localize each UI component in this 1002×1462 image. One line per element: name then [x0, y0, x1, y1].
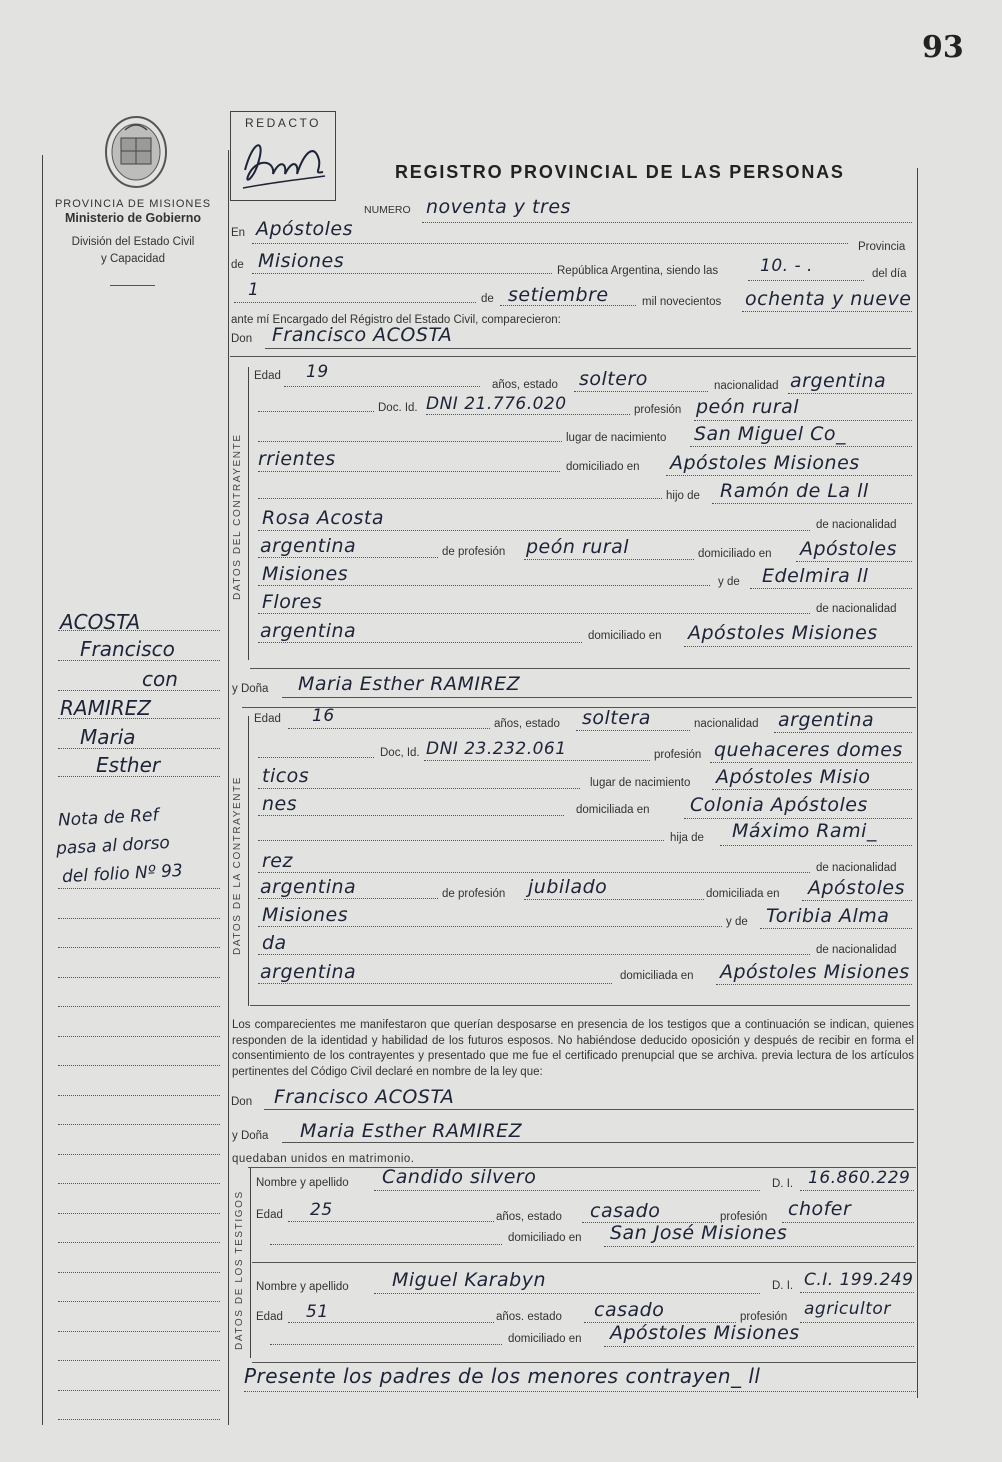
hour-line: [748, 280, 864, 281]
bride-section-rule: [248, 716, 249, 1006]
bride-prof-label: profesión: [654, 749, 702, 761]
groom-father-dom-1: Apóstoles: [800, 538, 898, 560]
margin-rule: [58, 1301, 220, 1302]
left-column-rule: [42, 155, 43, 1425]
redactor-signature-icon: [235, 130, 331, 201]
margin-rule: [58, 748, 220, 749]
groom-estado-line: [574, 391, 708, 392]
groom-name-line: [265, 348, 911, 349]
bride-father-dom-label: domiciliada en: [706, 888, 780, 900]
w1-nombre: Candido silvero: [382, 1166, 537, 1188]
margin-rule: [58, 947, 220, 948]
bride-father-dom-line: [802, 900, 912, 901]
margin-surname-groom: ACOSTA: [60, 610, 141, 634]
margin-note-3: del folio Nº 93: [61, 860, 184, 888]
groom-father-dom-2: Misiones: [262, 563, 349, 585]
bride-mother-nac: argentina: [260, 961, 357, 983]
groom-father-dom2-line: [258, 585, 710, 586]
bride-lugar-2: nes: [262, 793, 298, 815]
bride-father-nac: argentina: [260, 876, 357, 898]
groom-mother-line: [750, 588, 912, 589]
groom-edad-label: Edad: [254, 370, 281, 382]
margin-firstname-bride: Maria: [80, 725, 136, 749]
ante-label: ante mí Encargado del Régistro del Estado Civil, comparecieron:: [231, 314, 561, 326]
form-right-rule: [917, 168, 918, 1398]
de2-label: de: [481, 293, 494, 305]
w2-edad-line: [288, 1322, 494, 1323]
margin-firstname-groom: Francisco: [80, 637, 175, 661]
bride-section-end: [250, 1005, 910, 1006]
union-groom: Francisco ACOSTA: [274, 1086, 455, 1108]
year-line: [742, 311, 912, 312]
city-line: [252, 243, 848, 244]
margin-rule: [58, 660, 220, 661]
margin-rule: [58, 888, 220, 889]
groom-doc-line: [426, 414, 630, 415]
bride-mother-nac-label: de nacionalidad: [816, 944, 897, 956]
groom-father-prof-label: de profesión: [442, 546, 506, 558]
margin-rule: [58, 1360, 220, 1361]
w2-prof-label: profesión: [740, 1311, 788, 1323]
w2-nombre: Miguel Karabyn: [392, 1269, 547, 1291]
w1-di-line: [800, 1190, 914, 1191]
w1-edad-label: Edad: [256, 1209, 283, 1221]
bride-father-prof: jubilado: [528, 876, 608, 898]
union-dona-label: y Doña: [232, 1130, 269, 1142]
groom-father2-line: [258, 530, 810, 531]
bride-domicilio: Colonia Apóstoles: [690, 794, 868, 816]
groom-doc-label: Doc. Id.: [378, 402, 418, 414]
margin-rule: [58, 718, 220, 719]
margin-rule: [58, 1006, 220, 1007]
w1-edad: 25: [310, 1200, 333, 1220]
left-divider: [110, 285, 155, 286]
month-line: [500, 305, 636, 306]
margin-rule: [58, 776, 220, 777]
w2-di-line: [800, 1292, 914, 1293]
w1-estado: casado: [590, 1200, 661, 1222]
statement-paragraph: Los comparecientes me manifestaron que querían desposarse en presencia de los testigos que a continuación se indican, quienes responden de la identidad y habilidad de los futuros esposos. No habiéndose deducido oposición y después de recibir en forma el consentimiento de los contrayentes y presentado que me fue el certificado prenupcial que se archiva. previa lectura de los artículos pertinentes del Código Civil declaré en nombre de la ley que:: [232, 1019, 914, 1078]
dona-label: y Doña: [232, 683, 269, 695]
act-year: ochenta y nueve: [745, 288, 912, 310]
margin-rule: [58, 1183, 220, 1184]
groom-father-prof-line: [524, 559, 694, 560]
margin-rule: [58, 1419, 220, 1420]
margin-rule: [58, 1124, 220, 1125]
groom-edad-line: [284, 386, 480, 387]
bride-edad: 16: [312, 706, 335, 726]
bride-doc-label: Doc, Id.: [380, 747, 420, 759]
margin-rule: [58, 1036, 220, 1037]
provincial-seal-icon: [103, 112, 169, 190]
groom-mother-1: Edelmira ll: [762, 565, 869, 587]
groom-father-1: Ramón de La ll: [720, 480, 869, 502]
groom-mother-nac-line: [258, 642, 582, 643]
footer-note: Presente los padres de los menores contrayen_ ll: [244, 1364, 761, 1388]
footer-note-line: [244, 1391, 916, 1392]
bride-hija-label: hija de: [670, 832, 704, 844]
margin-surname-bride: RAMIREZ: [60, 696, 151, 720]
bride-mother2-line: [258, 954, 810, 955]
bride-father-dom2-line: [258, 926, 722, 927]
union-bride: Maria Esther RAMIREZ: [300, 1120, 523, 1142]
groom-mother-dom: Apóstoles Misiones: [688, 622, 878, 644]
groom-nac-label: nacionalidad: [714, 380, 779, 392]
bride-father-1: Máximo Rami_: [732, 820, 877, 842]
margin-note-1: Nota de Ref: [57, 805, 159, 831]
act-hour: 10. - .: [760, 256, 813, 276]
bride-dom-line: [684, 818, 912, 819]
bride-father-prof-line: [524, 899, 704, 900]
w2-di: C.I. 199.249: [804, 1270, 914, 1290]
margin-rule: [58, 1065, 220, 1066]
bride-nac-line: [774, 732, 912, 733]
bride-header-rule: [242, 707, 916, 708]
groom-nac-line: [788, 393, 912, 394]
w1-nombre-label: Nombre y apellido: [256, 1177, 349, 1189]
groom-section-end: [250, 668, 910, 669]
bride-mother-dom: Apóstoles Misiones: [720, 961, 910, 983]
bride-hija-lead: [258, 840, 664, 841]
redacto-label: REDACTO: [245, 116, 321, 130]
bride-lugar-label: lugar de nacimiento: [590, 777, 691, 789]
w2-estado: casado: [594, 1299, 665, 1321]
bride-profesion-1: quehaceres domes: [714, 739, 903, 761]
province-line: [252, 273, 552, 274]
bride-mother-2: da: [262, 932, 287, 954]
margin-rule: [58, 690, 220, 691]
w2-dom-label: domiciliado en: [508, 1333, 582, 1345]
w2-dom-line: [604, 1346, 914, 1347]
w2-prof-line: [800, 1322, 914, 1323]
w1-dom-line: [604, 1246, 914, 1247]
bride-nacionalidad: argentina: [778, 709, 875, 731]
bride-name-line: [282, 697, 912, 698]
witness-divider: [252, 1262, 916, 1263]
bride-dom-label: domiciliada en: [576, 804, 650, 816]
groom-mother-2: Flores: [262, 591, 323, 613]
bride-doc: DNI 23.232.061: [426, 739, 567, 759]
bride-mother-line: [760, 928, 912, 929]
bride-prof-line: [710, 762, 912, 763]
groom-father-prof: peón rural: [526, 536, 630, 558]
witness-section-rule: [250, 1168, 251, 1358]
w1-prof-label: profesión: [720, 1211, 768, 1223]
w1-di-label: D. I.: [772, 1178, 794, 1190]
w1-prof: chofer: [788, 1198, 852, 1220]
groom-hijo-lead: [258, 498, 662, 499]
bride-profesion-2: ticos: [262, 765, 310, 787]
act-day: 1: [248, 280, 260, 300]
bride-father-dom-1: Apóstoles: [808, 877, 906, 899]
groom-father-2: Rosa Acosta: [262, 507, 384, 529]
margin-secondname-bride: Esther: [96, 753, 161, 777]
groom-nacionalidad: argentina: [790, 370, 887, 392]
w2-nombre-line: [374, 1293, 760, 1294]
margin-rule: [58, 1331, 220, 1332]
bride-estado-label: años, estado: [494, 718, 560, 730]
province-label: PROVINCIA DE MISIONES: [54, 198, 212, 210]
w2-edad-label: Edad: [256, 1311, 283, 1323]
bride-estado-line: [576, 730, 690, 731]
act-number: noventa y tres: [426, 196, 571, 218]
groom-estado: soltero: [579, 368, 648, 390]
groom-father-line: [712, 503, 912, 504]
margin-rule: [58, 918, 220, 919]
groom-mother-nac-label: de nacionalidad: [816, 603, 897, 615]
redacto-box: [230, 111, 336, 201]
margin-note-2: pasa al dorso: [55, 833, 171, 859]
day-line: [234, 302, 476, 303]
margin-rule: [58, 1095, 220, 1096]
groom-y-de-label: y de: [718, 576, 740, 588]
bride-doc-lead: [258, 757, 374, 758]
bride-section-label: DATOS DE LA CONTRAYENTE: [232, 775, 243, 955]
w2-di-label: D. I.: [772, 1280, 794, 1292]
w1-nombre-line: [374, 1190, 760, 1191]
margin-rule: [58, 1390, 220, 1391]
don-label: Don: [231, 333, 253, 345]
margin-con: con: [142, 667, 178, 691]
groom-lugar-2: rrientes: [258, 448, 336, 470]
groom-father-nac-line: [258, 557, 438, 558]
form-left-rule: [228, 150, 229, 1425]
groom-domicilio: Apóstoles Misiones: [670, 452, 860, 474]
en-label: En: [231, 227, 246, 239]
w1-dom-label: domiciliado en: [508, 1232, 582, 1244]
numero-label: NUMERO: [364, 204, 411, 216]
bride-father-dom-2: Misiones: [262, 904, 349, 926]
groom-father-dom-label: domiciliado en: [698, 548, 772, 560]
margin-rule: [58, 630, 220, 631]
groom-mother2-line: [258, 613, 810, 614]
bride-edad-label: Edad: [254, 713, 281, 725]
groom-section-label: DATOS DEL CONTRAYENTE: [232, 433, 243, 600]
bride-nac-label: nacionalidad: [694, 718, 759, 730]
witness-section-end: [252, 1362, 916, 1363]
union-don-label: Don: [231, 1096, 253, 1108]
groom-father-nac-label: de nacionalidad: [816, 519, 897, 531]
margin-rule: [58, 1213, 220, 1214]
margin-rule: [58, 977, 220, 978]
groom-lugar2-line: [258, 471, 560, 472]
groom-mother-dom-line: [684, 646, 912, 647]
bride-father-prof-label: de profesión: [442, 888, 506, 900]
groom-estado-label: años, estado: [492, 379, 558, 391]
union-bride-line: [282, 1142, 914, 1143]
margin-rule: [58, 1154, 220, 1155]
provincia-label: Provincia: [858, 241, 906, 253]
bride-father-line: [720, 845, 912, 846]
numero-line: [422, 222, 912, 223]
w1-di: 16.860.229: [808, 1168, 911, 1188]
act-province: Misiones: [258, 250, 345, 272]
bride-father2-line: [258, 872, 810, 873]
republica-label: República Argentina, siendo las: [557, 265, 719, 277]
margin-rule: [58, 1242, 220, 1243]
groom-header-rule: [230, 356, 916, 357]
w1-dom: San José Misiones: [610, 1222, 788, 1244]
groom-lugar-line: [690, 446, 912, 447]
act-month: setiembre: [508, 284, 609, 306]
mil-label: mil novecientos: [642, 296, 722, 308]
division-label-1: División del Estado Civil: [71, 236, 195, 248]
w1-edad-line: [288, 1221, 494, 1222]
groom-mother-dom-label: domiciliado en: [588, 630, 662, 642]
w1-estado-label: años, estado: [496, 1211, 562, 1223]
w2-edad: 51: [306, 1302, 329, 1322]
ministry-label: Ministerio de Gobierno: [64, 211, 202, 225]
groom-dom-line: [666, 475, 912, 476]
bride-father-nac-line: [258, 898, 438, 899]
groom-dom-label: domiciliado en: [566, 461, 640, 473]
bride-father-2: rez: [262, 850, 293, 872]
groom-prof-label: profesión: [634, 404, 682, 416]
groom-section-rule: [248, 367, 249, 660]
groom-father-nac: argentina: [260, 535, 357, 557]
w2-dom: Apóstoles Misiones: [610, 1322, 800, 1344]
bride-mother-nac-line: [258, 983, 612, 984]
page-title: REGISTRO PROVINCIAL DE LAS PERSONAS: [395, 162, 845, 182]
bride-y-de-label: y de: [726, 916, 748, 928]
w2-nombre-label: Nombre y apellido: [256, 1281, 349, 1293]
groom-father-dom-line: [796, 561, 912, 562]
bride-mother-dom-line: [716, 984, 912, 985]
w2-estado-label: años. estado: [496, 1311, 562, 1323]
groom-lugar-1: San Miguel Co_: [694, 423, 846, 445]
bride-edad-line: [288, 728, 490, 729]
bride-mother-1: Toribia Alma: [766, 905, 890, 927]
de-label: de: [231, 259, 244, 271]
groom-mother-nac: argentina: [260, 620, 357, 642]
groom-edad: 19: [306, 362, 329, 382]
bride-mother-dom-label: domiciliada en: [620, 970, 694, 982]
groom-profesion: peón rural: [696, 396, 800, 418]
bride-doc-line: [424, 760, 650, 761]
quedaban-label: quedaban unidos en matrimonio.: [232, 1153, 415, 1165]
bride-prof2-line: [258, 788, 580, 789]
bride-father-nac-label: de nacionalidad: [816, 862, 897, 874]
w2-dom-lead: [270, 1344, 502, 1345]
w2-prof: agricultor: [804, 1299, 891, 1319]
bride-estado: soltera: [582, 707, 651, 729]
groom-name: Francisco ACOSTA: [272, 324, 453, 346]
w1-dom-lead: [270, 1244, 502, 1245]
page-number: 93: [922, 30, 964, 65]
margin-rule: [58, 1272, 220, 1273]
witness-section-label: DATOS DE LOS TESTIGOS: [234, 1190, 245, 1350]
division-label-2: y Capacidad: [101, 253, 165, 265]
bride-lugar2-line: [258, 815, 564, 816]
groom-doc-lead: [258, 411, 374, 412]
act-city: Apóstoles: [256, 218, 354, 240]
groom-hijo-label: hijo de: [666, 490, 700, 502]
bride-lugar-1: Apóstoles Misio: [716, 766, 871, 788]
w1-prof-line: [782, 1222, 914, 1223]
groom-lugar-label: lugar de nacimiento: [566, 432, 667, 444]
del-dia-label: del día: [872, 268, 907, 280]
bride-name: Maria Esther RAMIREZ: [298, 673, 521, 695]
groom-prof-line: [694, 420, 912, 421]
groom-lugar-lead: [258, 441, 562, 442]
union-groom-line: [264, 1109, 914, 1110]
bride-lugar-line: [712, 789, 912, 790]
groom-doc: DNI 21.776.020: [426, 394, 567, 414]
